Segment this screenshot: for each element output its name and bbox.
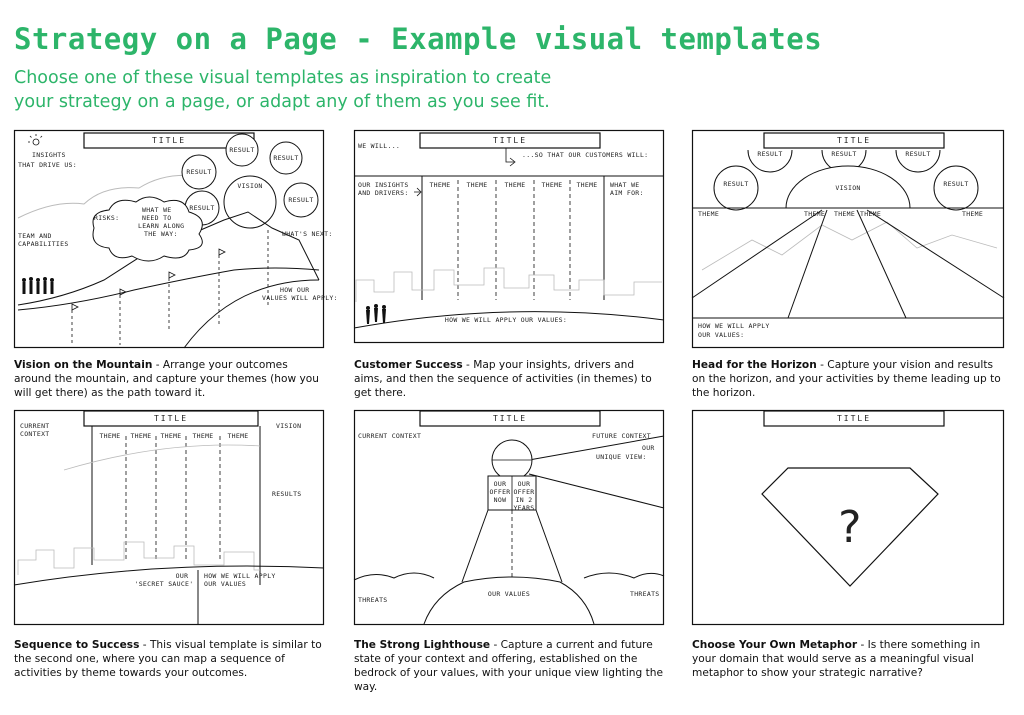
result-label-3: RESULT: [905, 150, 931, 158]
vision-label: VISION: [835, 184, 861, 192]
title-label: TITLE: [492, 136, 528, 145]
template-description: [354, 358, 664, 400]
lighthouse-sketch: [354, 410, 664, 626]
aim-label-1: WHAT WE: [610, 181, 640, 189]
theme-label-2: THEME: [130, 432, 152, 440]
theme-label-5: THEME: [962, 210, 984, 218]
template-description: [14, 638, 324, 680]
values-label-2: OUR VALUES:: [698, 331, 745, 339]
result-label-1: RESULT: [186, 168, 212, 176]
template-text: - Capture your vision and results on the horizon, and your activities by theme leading up to the horizon.: [692, 359, 1001, 399]
result-label-4: RESULT: [189, 204, 215, 212]
learn-label-2: NEED TO: [142, 214, 172, 222]
team-label-2: CAPABILITIES: [18, 240, 69, 248]
risks-label: RISKS:: [94, 214, 120, 222]
theme-label-3: THEME: [504, 181, 526, 189]
result-label-3: RESULT: [273, 154, 299, 162]
learn-label-3: LEARN ALONG: [138, 222, 185, 230]
theme-label-1: THEME: [429, 181, 451, 189]
values-label-1: HOW WE WILL APPLY: [698, 322, 770, 330]
team-label-1: TEAM AND: [18, 232, 52, 240]
subtitle-line-1: Choose one of these visual templates as inspiration to create: [14, 68, 552, 88]
offer-future-label-2: OFFER: [513, 488, 535, 496]
template-sequence-to-success: [14, 410, 324, 679]
question-mark-label: ?: [838, 502, 862, 553]
result-label-1: RESULT: [757, 150, 783, 158]
theme-label-4: THEME: [192, 432, 214, 440]
template-text: - Map your insights, drivers and aims, and then the sequence of activities (in themes) to get there.: [354, 359, 652, 399]
insights-label-1: OUR INSIGHTS: [358, 181, 409, 189]
future-context-label: FUTURE CONTEXT: [592, 432, 651, 440]
template-vision-on-the-mountain: [14, 130, 338, 399]
sequence-sketch: [14, 410, 324, 626]
title-label: TITLE: [492, 414, 528, 423]
values-label-2: OUR VALUES: [204, 580, 247, 588]
values-label: OUR VALUES: [487, 590, 531, 598]
template-text: - Is there something in your domain that would serve as a meaningful visual metaphor to show your strategic narrative?: [692, 639, 981, 679]
theme-label-3: THEME: [834, 210, 856, 218]
mountain-sketch: [14, 130, 338, 350]
horizon-sketch: [692, 130, 1004, 350]
subtitle-line-2: your strategy on a page, or adapt any of them as you see fit.: [14, 92, 550, 112]
offer-future-label-4: YEARS: [513, 504, 535, 512]
sauce-label-1: OUR: [175, 572, 189, 580]
template-description: [14, 358, 324, 400]
values-label: HOW WE WILL APPLY OUR VALUES:: [444, 316, 568, 324]
result-label-5: RESULT: [943, 180, 969, 188]
learn-label-4: THE WAY:: [144, 230, 178, 238]
template-name: The Strong Lighthouse: [354, 639, 491, 651]
people-icon: [22, 277, 54, 294]
title-label: TITLE: [836, 136, 872, 145]
page-subtitle: [14, 66, 654, 114]
offer-now-label-3: NOW: [493, 496, 507, 504]
theme-label-3: THEME: [160, 432, 182, 440]
theme-label-5: THEME: [227, 432, 249, 440]
values-label-1: HOW WE WILL APPLY: [204, 572, 276, 580]
template-text: - This visual template is similar to the second one, where you can map a sequence of activities by theme towards your outcomes.: [14, 639, 322, 679]
offer-future-label-3: IN 2: [515, 496, 533, 504]
template-name: Vision on the Mountain: [14, 359, 153, 371]
template-text: - Arrange your outcomes around the mountain, and capture your themes (how you will get there) as the path toward it.: [14, 359, 319, 399]
customer-success-sketch: [354, 130, 664, 350]
vision-label: VISION: [276, 422, 302, 430]
context-label-2: CONTEXT: [20, 430, 50, 438]
theme-label-4: THEME: [860, 210, 882, 218]
theme-label-1: THEME: [698, 210, 720, 218]
title-label: TITLE: [836, 414, 872, 423]
template-description: [692, 638, 1004, 680]
template-name: Sequence to Success: [14, 639, 140, 651]
theme-label-1: THEME: [99, 432, 121, 440]
template-the-strong-lighthouse: [354, 410, 664, 693]
values-label-2: VALUES WILL APPLY:: [262, 294, 338, 302]
people-icon: [366, 304, 386, 324]
threats-label-1: THREATS: [358, 596, 388, 604]
theme-label-4: THEME: [541, 181, 563, 189]
view-label-2: UNIQUE VIEW:: [596, 453, 647, 461]
threats-label-2: THREATS: [630, 590, 660, 598]
template-choose-your-own-metaphor: [692, 410, 1004, 679]
theme-label-2: THEME: [804, 210, 826, 218]
vision-label: VISION: [237, 182, 263, 190]
view-label-1: OUR: [642, 444, 655, 452]
theme-label-2: THEME: [466, 181, 488, 189]
template-name: Head for the Horizon: [692, 359, 817, 371]
theme-label-5: THEME: [576, 181, 598, 189]
insights-label-2: THAT DRIVE US:: [18, 161, 77, 169]
offer-future-label-1: OUR: [517, 480, 531, 488]
title-label: TITLE: [151, 136, 187, 145]
offer-now-label-2: OFFER: [489, 488, 511, 496]
result-label-2: RESULT: [831, 150, 857, 158]
template-text: - Capture a current and future state of your context and offering, established on the bedrock of your values, with your unique view lighting the way.: [354, 639, 663, 693]
aim-label-2: AIM FOR:: [610, 189, 644, 197]
result-label-2: RESULT: [229, 146, 255, 154]
learn-label-1: WHAT WE: [142, 206, 172, 214]
result-label-4: RESULT: [723, 180, 749, 188]
title-label: TITLE: [153, 414, 189, 423]
sauce-label-2: 'SECRET SAUCE': [134, 580, 194, 588]
whats-next-label: WHAT'S NEXT:: [282, 230, 333, 238]
so-that-label: ...SO THAT OUR CUSTOMERS WILL:: [522, 151, 649, 159]
context-label-1: CURRENT: [20, 422, 50, 430]
template-description: [692, 358, 1004, 400]
we-will-label: WE WILL...: [358, 142, 401, 150]
sun-icon: [28, 134, 42, 145]
metaphor-sketch: [692, 410, 1004, 626]
insights-label: INSIGHTS: [32, 151, 66, 159]
offer-now-label-1: OUR: [493, 480, 507, 488]
results-label: RESULTS: [272, 490, 302, 498]
insights-label-2: AND DRIVERS:: [358, 189, 409, 197]
result-label-5: RESULT: [288, 196, 314, 204]
current-context-label: CURRENT CONTEXT: [358, 432, 422, 440]
page-title: Strategy on a Page - Example visual templates: [14, 22, 823, 56]
template-name: Choose Your Own Metaphor: [692, 639, 858, 651]
template-customer-success: [354, 130, 664, 399]
template-name: Customer Success: [354, 359, 463, 371]
values-label-1: HOW OUR: [280, 286, 310, 294]
template-head-for-the-horizon: [692, 130, 1004, 399]
template-description: [354, 638, 664, 694]
